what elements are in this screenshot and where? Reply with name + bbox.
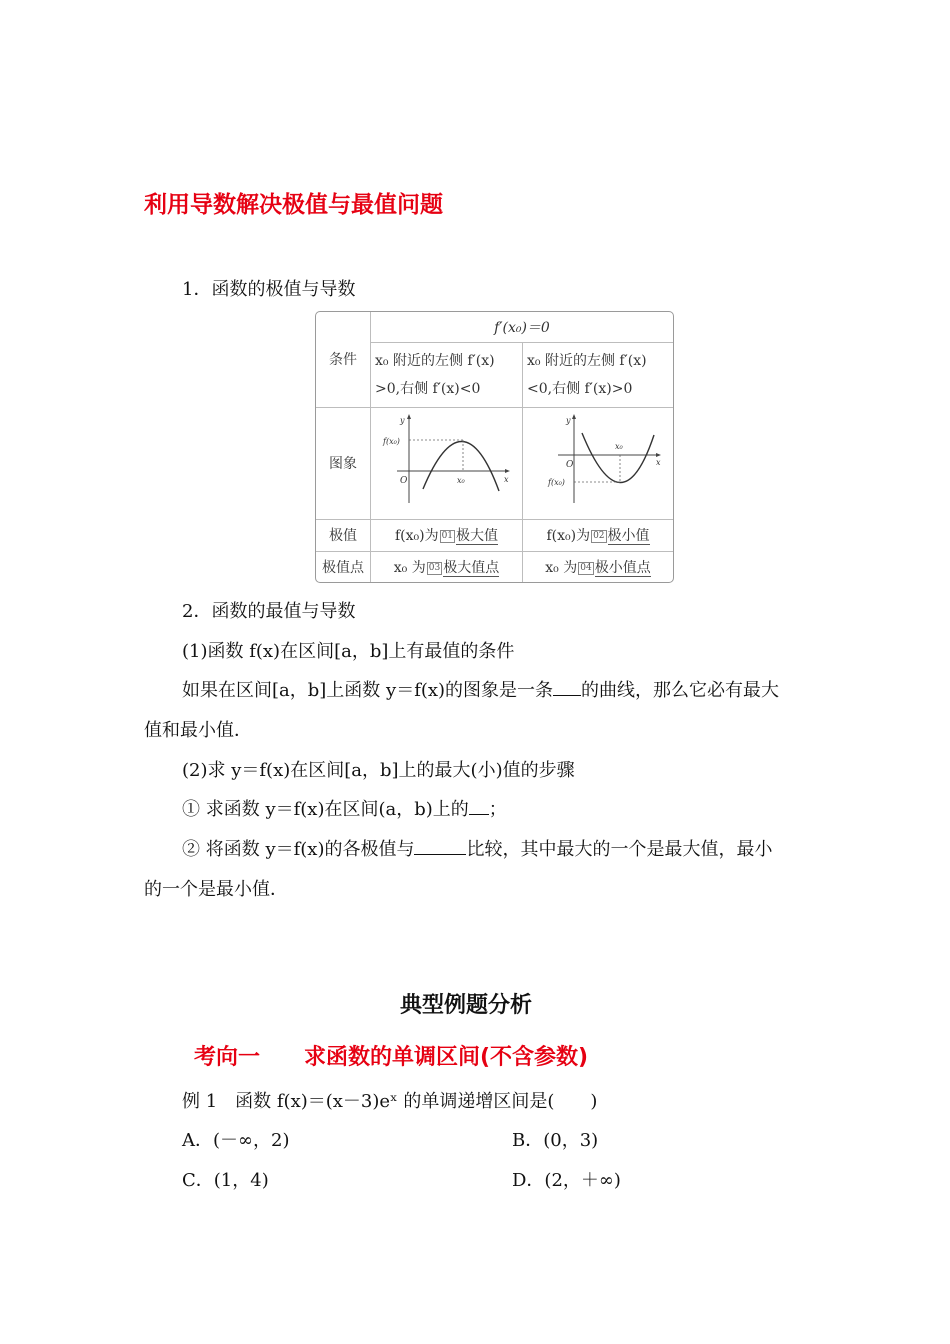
ext-label: 极值	[316, 519, 371, 551]
x-arrow	[505, 469, 510, 473]
min-curve	[582, 433, 654, 483]
option-b[interactable]: B．(0，3)	[512, 1130, 599, 1151]
option-d[interactable]: D．(2，＋∞)	[512, 1170, 621, 1191]
direction-heading: 考向一 求函数的单调区间(不含参数)	[194, 1045, 589, 1070]
para-steps: (2)求 y＝f(x)在区间[a，b]上的最大(小)值的步骤	[182, 760, 575, 781]
max-graph	[377, 411, 517, 511]
cond-left	[371, 342, 523, 407]
cond-label: 条件	[316, 312, 371, 407]
table-header: f′(x₀)＝0	[371, 312, 674, 342]
pt-right-pre: x₀ 为	[545, 560, 578, 577]
y-label: y	[399, 416, 405, 425]
graph-right-cell	[523, 407, 674, 519]
fx0-label: f(x₀)	[548, 478, 565, 487]
para-curve: 如果在区间[a，b]上函数 y＝f(x)的图象是一条 的曲线，那么它必有最大	[182, 680, 780, 701]
pt-right	[523, 551, 674, 583]
x0-label: x₀	[456, 476, 465, 485]
page-title: 利用导数解决极值与最值问题	[144, 192, 443, 218]
examples-heading: 典型例题分析	[400, 993, 533, 1018]
origin-label: O	[399, 476, 407, 486]
x0-label: x₀	[615, 442, 623, 451]
pt-left	[371, 551, 523, 583]
ext-right	[523, 519, 674, 551]
step-2: ② 将函数 y＝f(x)的各极值与 比较，其中最大的一个是最大值，最小	[182, 839, 773, 860]
ext-left	[371, 519, 523, 551]
blank-1	[553, 679, 581, 696]
option-c[interactable]: C．(1，4)	[182, 1170, 269, 1191]
cond-right-line1: x₀ 附近的左侧 f′(x)	[527, 352, 647, 369]
para-condition: (1)函数 f(x)在区间[a，b]上有最值的条件	[182, 641, 515, 662]
ext-left-pre: f(x₀)为	[394, 528, 439, 544]
answer-num-02: 02	[593, 530, 605, 541]
x-label: x	[656, 458, 661, 467]
extremum-table	[315, 311, 674, 583]
ext-right-answer: 极小值	[607, 528, 650, 544]
step-1: ① 求函数 y＝f(x)在区间(a，b)上的 ；	[182, 799, 507, 820]
graph-left-cell	[371, 407, 523, 519]
blank-3	[414, 838, 466, 855]
blank-2	[469, 798, 489, 815]
section-1-heading: 1．函数的极值与导数	[182, 279, 356, 300]
x-arrow	[656, 453, 661, 457]
y-arrow	[572, 414, 576, 419]
ext-left-answer: 极大值	[456, 528, 499, 544]
ext-right-pre: f(x₀)为	[546, 528, 591, 544]
example-1: 例 1 函数 f(x)＝(x－3)eˣ 的单调递增区间是( )	[182, 1091, 598, 1112]
pt-right-answer: 极小值点	[594, 560, 651, 577]
origin-label: O	[566, 460, 574, 470]
cond-right	[523, 342, 674, 407]
y-label: y	[566, 416, 571, 425]
option-a[interactable]: A．(－∞，2)	[182, 1130, 290, 1151]
cond-right-line2: <0,右侧 f′(x)>0	[527, 380, 633, 397]
para-curve-cont: 值和最小值．	[144, 720, 252, 741]
section-2-heading: 2．函数的最值与导数	[182, 601, 356, 622]
answer-num-04: 04	[580, 562, 592, 573]
pt-left-pre: x₀ 为	[393, 560, 426, 577]
pt-left-answer: 极大值点	[443, 560, 500, 577]
x-label: x	[503, 475, 509, 484]
cond-left-line1: x₀ 附近的左侧 f′(x)	[375, 352, 495, 369]
answer-num-03: 03	[428, 562, 441, 573]
graph-label: 图象	[316, 407, 371, 519]
answer-num-01: 01	[441, 530, 454, 541]
fx0-label: f(x₀)	[382, 437, 400, 446]
pt-label: 极值点	[316, 551, 371, 583]
cond-left-line2: >0,右侧 f′(x)<0	[375, 380, 481, 397]
min-graph	[528, 411, 668, 511]
step-2-cont: 的一个是最小值．	[144, 879, 288, 900]
y-arrow	[407, 414, 411, 419]
